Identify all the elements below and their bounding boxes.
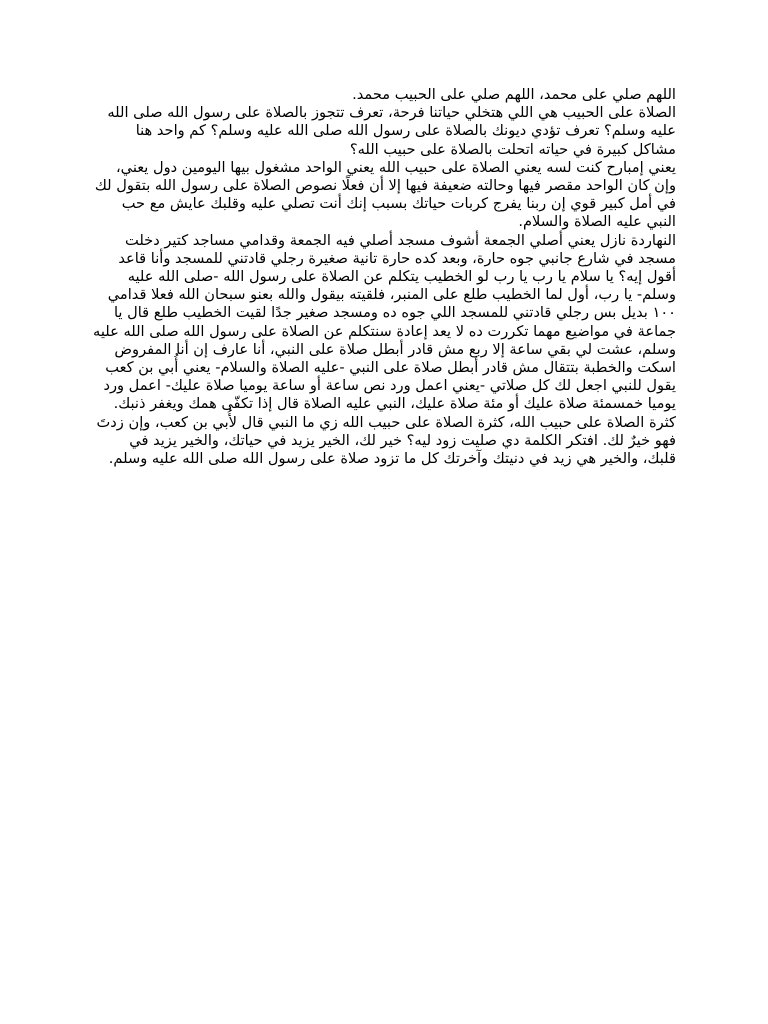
paragraph-3: يعني إمبارح كنت لسه يعني الصلاة على حبيب الله يعني الواحد مشغول بيها اليومين دول يعني، وإن كان الواحد مقصر فيها وحالته ضعيفة فيها إلا أن فعلًا نصوص الصلاة على رسول الله بتقول لك في أمل كبير قوي إن ربنا يفرج كربات حياتك بسبب إنك أنت تصلي عليه وقلبك عايش مع حب النبي عليه الصلاة والسلام. xyxy=(94,158,676,231)
document-body xyxy=(92,86,676,468)
paragraph-5: كثرة الصلاة على حبيب الله، كثرة الصلاة على حبيب الله زي ما النبي قال لأُبي بن كعب، وإن زدتَ فهو خيرٌ لك. افتكر الكلمة دي صليت زود ليه؟ خير لك، الخير يزيد في حياتك، والخير يزيد في قلبك، والخير هي زيد في دنيتك وآخرتك كل ما تزود صلاة على رسول الله صلى الله عليه وسلم. xyxy=(96,413,676,468)
paragraph-1: اللهم صلي على محمد، اللهم صلي على الحبيب محمد. xyxy=(352,86,676,103)
paragraph-2: الصلاة على الحبيب هي اللي هتخلي حياتنا فرحة، تعرف تتجوز بالصلاة على رسول الله صلى الله عليه وسلم؟ تعرف تؤدي ديونك بالصلاة على رسول الله صلى الله عليه وسلم؟ كم واحد هنا مشاكل كبيرة في حياته اتحلت بالصلاة على حبيب الله؟ xyxy=(107,104,676,158)
paragraph-4: النهاردة نازل يعني أصلي الجمعة أشوف مسجد أصلي فيه الجمعة وقدامي مساجد كتير دخلت مسجد في شارع جانبي جوه حارة، وبعد كده حارة تانية صغيرة رجلي قادتني للمسجد وأنا قاعد أقول إيه؟ يا سلام يا رب يا رب لو الخطيب يتكلم عن الصلاة على رسول الله -صلى الله عليه وسلم- يا رب، أول لما الخطيب طلع على المنبر، فلقيته بيقول والله بعنو سبحان الله فعلا قدامي ١٠٠ بديل بس رجلي قادتني للمسجد اللي جوه ده ومسجد صغير جدًا لقيت الخطيب طلع قال يا جماعة في مواضيع مهما تكررت ده لا يعد إعادة سنتكلم عن الصلاة على رسول الله صلى الله عليه وسلم، عشت لي بقي ساعة إلا ربع مش قادر أبطل صلاة على النبي، أنا عارف إن أنا المفروض اسكت والخطبة بتتقال مش قادر أبطل صلاة على النبي -عليه الصلاة والسلام- يعني أُبي بن كعب يقول للنبي اجعل لك كل صلاتي -يعني اعمل ورد نص ساعة أو ساعة يوميا صلاة عليك- اعمل ورد يوميا خمسمئة صلاة عليك أو مئة صلاة عليك، النبي عليه الصلاة قال إذا تكفّى همك ويغفر ذنبك. xyxy=(93,231,676,413)
